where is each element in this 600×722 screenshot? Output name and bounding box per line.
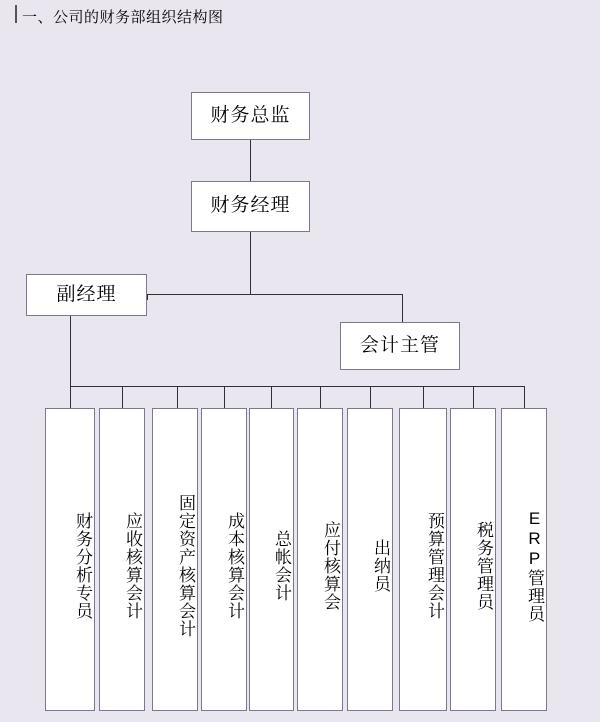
connector-leaf-2 <box>122 386 123 408</box>
node-erp-administrator[interactable]: ERP管理员 <box>501 408 547 711</box>
node-tax-administrator[interactable]: 税务管理员 <box>450 408 496 711</box>
connector-leaf-7 <box>370 386 371 408</box>
node-cashier[interactable]: 出纳员 <box>347 408 393 711</box>
node-financial-analyst[interactable]: 财务分析专员 <box>45 408 95 711</box>
connector-leaf-6 <box>320 386 321 408</box>
node-ap-accountant[interactable]: 应付核算会 <box>297 408 343 711</box>
connector-leaf-10 <box>524 386 525 408</box>
connector-leaf-8 <box>423 386 424 408</box>
node-fixed-asset-accountant[interactable]: 固定资产核算会计 <box>152 408 198 711</box>
node-cost-accountant[interactable]: 成本核算会计 <box>201 408 247 711</box>
connector-leaf-5 <box>271 386 272 408</box>
connector-cfo-to-manager <box>250 140 251 181</box>
connector-to-deputy <box>147 294 148 300</box>
node-budget-accountant[interactable]: 预算管理会计 <box>399 408 447 711</box>
node-general-ledger-accountant[interactable]: 总帐会计 <box>249 408 294 711</box>
connector-leaf-bus <box>70 386 524 387</box>
page-title: 一、公司的财务部组织结构图 <box>22 9 224 26</box>
node-finance-manager[interactable]: 财务经理 <box>191 181 310 232</box>
connector-manager-horizontal <box>147 294 403 295</box>
connector-manager-down <box>250 232 251 294</box>
node-ar-accountant[interactable]: 应收核算会计 <box>99 408 145 711</box>
connector-leaf-4 <box>224 386 225 408</box>
connector-leaf-3 <box>177 386 178 408</box>
node-deputy-manager[interactable]: 副经理 <box>26 274 147 316</box>
connector-leaf-9 <box>473 386 474 408</box>
connector-to-accounting-head <box>402 294 403 322</box>
connector-deputy-down <box>70 316 71 386</box>
node-cfo[interactable]: 财务总监 <box>191 92 310 140</box>
node-accounting-head[interactable]: 会计主管 <box>340 322 460 370</box>
connector-leaf-1 <box>70 386 71 408</box>
